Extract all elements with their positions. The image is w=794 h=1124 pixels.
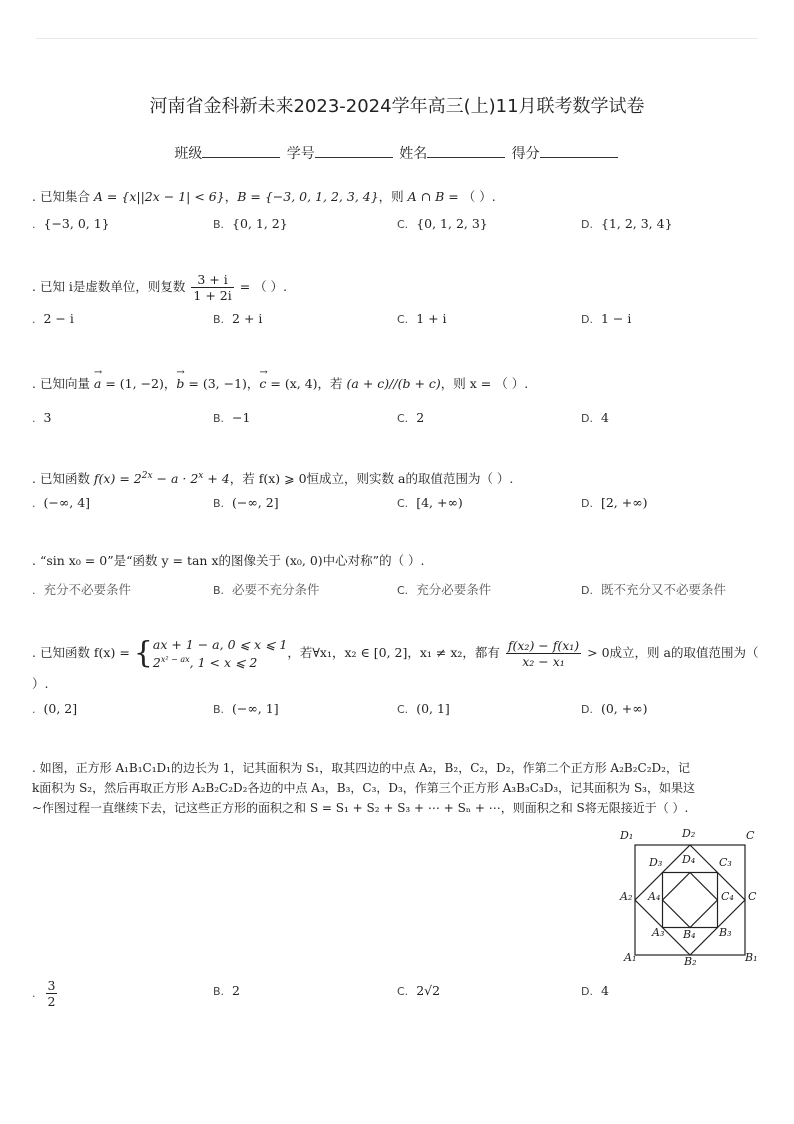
q4-option-c[interactable]	[397, 495, 463, 510]
q6-denominator: x₂ − x₁	[522, 654, 565, 669]
q2-numerator: 3 + i	[191, 272, 233, 288]
option-value: (−∞, 2]	[232, 495, 279, 510]
question-7-line-2	[32, 778, 772, 798]
label-C4: C₄	[721, 890, 734, 903]
fraction-denominator: 2	[47, 994, 56, 1009]
option-value: 充分必要条件	[416, 582, 492, 597]
option-value: {−3, 0, 1}	[43, 216, 110, 231]
option-key: C.	[397, 584, 409, 597]
q2-fraction	[191, 272, 233, 303]
q4-func-part2: − a · 2	[152, 471, 199, 487]
q3-vector-a: → a	[94, 370, 101, 398]
q5-option-c[interactable]	[397, 580, 491, 598]
q1-option-a[interactable]	[32, 216, 110, 231]
q6-option-b[interactable]	[213, 701, 279, 716]
q2-option-c[interactable]	[397, 311, 447, 326]
option-key: D.	[581, 218, 593, 231]
option-key: C.	[397, 703, 409, 716]
option-key: D.	[581, 497, 593, 510]
label-D1: D₁	[620, 829, 634, 842]
q2-options	[32, 311, 772, 331]
option-value: {0, 1, 2, 3}	[416, 216, 488, 231]
option-value: (0, 2]	[43, 701, 78, 716]
q6-case-2-base: 2	[152, 655, 161, 671]
class-blank	[202, 143, 280, 158]
label-D4: D₄	[682, 853, 696, 866]
label-D3: D₃	[649, 856, 663, 869]
question-2	[32, 270, 774, 304]
option-key: .	[32, 412, 36, 425]
option-value: {0, 1, 2}	[232, 216, 288, 231]
option-value: [4, +∞)	[416, 495, 463, 510]
label-C2: C	[748, 890, 757, 903]
label-C1: C	[746, 829, 755, 842]
question-4	[32, 466, 774, 489]
q1-option-c[interactable]	[397, 216, 488, 231]
option-value: 2	[232, 983, 240, 998]
score-blank	[540, 143, 618, 158]
q7-options	[32, 978, 772, 1012]
option-value: 充分不必要条件	[43, 582, 132, 597]
q1-option-b[interactable]	[213, 216, 288, 231]
q1-set-a: A = {x||2x − 1| < 6}	[93, 189, 225, 204]
name-label: 姓名	[399, 146, 428, 162]
q2-option-d[interactable]	[581, 311, 631, 326]
q7-option-b[interactable]	[213, 983, 240, 998]
q7-option-c[interactable]	[397, 983, 440, 998]
q3-text-b: ，则 x = （ ）.	[440, 376, 529, 391]
option-key: B.	[213, 985, 225, 998]
q6-options	[32, 701, 772, 721]
q6-case-2-exp: x² − ax	[160, 654, 190, 664]
q2-text: . 已知 i是虚数单位，则复数	[32, 279, 190, 294]
q4-exponent-2: x	[198, 471, 204, 481]
q2-denominator: 1 + 2i	[193, 288, 232, 303]
label-A4: A₄	[648, 890, 661, 903]
q4-func-part1: f(x) = 2	[93, 471, 142, 487]
question-7-line-3	[32, 798, 772, 818]
option-key: D.	[581, 985, 593, 998]
id-blank	[315, 143, 393, 158]
question-6-line-2	[32, 674, 774, 694]
q6-text-b: ，若∀x₁，x₂ ∈ [0, 2]，x₁ ≠ x₂，都有	[287, 645, 504, 660]
label-B3: B₃	[719, 926, 732, 939]
q7-option-a[interactable]	[32, 978, 59, 1009]
option-key: C.	[397, 412, 409, 425]
q3-b-value: = (3, −1)，	[184, 376, 260, 391]
q6-numerator: f(x₂) − f(x₁)	[507, 638, 580, 653]
label-B2: B₂	[684, 955, 697, 968]
option-key: .	[32, 584, 36, 597]
question-1	[32, 187, 774, 207]
q3-option-a[interactable]	[32, 410, 51, 425]
option-value: 1 − i	[600, 311, 632, 326]
q7-option-a-fraction	[46, 978, 58, 1009]
option-key: .	[32, 703, 36, 716]
name-blank	[427, 143, 505, 158]
option-value: 必要不充分条件	[232, 582, 320, 597]
q6-piecewise	[153, 637, 288, 670]
q1-option-d[interactable]	[581, 216, 673, 231]
q6-option-a[interactable]	[32, 701, 77, 716]
class-label: 班级	[174, 146, 203, 162]
q1-text-b: ，则	[378, 189, 408, 204]
id-label: 学号	[286, 146, 315, 162]
q1-text: . 已知集合	[32, 189, 94, 204]
q3-option-d[interactable]	[581, 410, 609, 425]
option-value: 2√2	[416, 983, 441, 998]
q6-option-c[interactable]	[397, 701, 450, 716]
q5-option-d[interactable]	[581, 580, 726, 598]
q5-text: . “sin x₀ = 0”是“函数 y = tan x的图像关于 (x₀, 0)中心对称”的（ ）.	[32, 553, 425, 568]
q3-option-b[interactable]	[213, 410, 250, 425]
q1-text-c: = （ ）.	[444, 189, 496, 204]
option-value: 1 + i	[416, 311, 447, 326]
q4-exponent-1: 2x	[141, 471, 153, 481]
option-value: 3	[43, 410, 52, 425]
q1-options	[32, 216, 772, 236]
option-value: {1, 2, 3, 4}	[600, 216, 673, 231]
option-value: 4	[600, 983, 609, 998]
q5-option-b[interactable]	[213, 580, 320, 598]
option-key: B.	[213, 218, 225, 231]
option-value: 4	[600, 410, 609, 425]
top-divider	[36, 38, 758, 39]
q7-option-d[interactable]	[581, 983, 609, 998]
q3-condition: (a + c)//(b + c)	[346, 376, 441, 391]
q1-expr: A ∩ B	[407, 189, 445, 204]
q5-options	[32, 580, 772, 600]
option-key: C.	[397, 313, 409, 326]
label-A2: A₂	[620, 890, 633, 903]
q3-option-c[interactable]	[397, 410, 424, 425]
option-value: −1	[232, 410, 251, 425]
square-3	[663, 873, 718, 928]
option-key: .	[32, 218, 36, 231]
option-value: (0, +∞)	[600, 701, 648, 716]
q7-line2: k面积为 S₂，然后再取正方形 A₂B₂C₂D₂各边的中点 A₃，B₃，C₃，D₃，作第三个正方形 A₃B₃C₃D₃，记其面积为 S₃，如果这	[32, 781, 695, 795]
option-key: C.	[397, 218, 409, 231]
label-B1: B₁	[745, 951, 758, 964]
label-D2: D₂	[682, 827, 696, 840]
q7-line3: ~作图过程一直继续下去，记这些正方形的面积之和 S = S₁ + S₂ + S₃ + ⋯ + Sₙ + ⋯，则面积之和 S将无限接近于（ ）.	[32, 801, 689, 815]
question-5	[32, 551, 774, 571]
option-value: (−∞, 1]	[232, 701, 279, 716]
option-value: 既不充分又不必要条件	[600, 582, 726, 597]
page-title: 河南省金科新未来2023-2024学年高三(上)11月联考数学试卷	[149, 96, 645, 117]
label-A3: A₃	[652, 926, 665, 939]
option-key: .	[32, 313, 36, 326]
q6-case-2-tail: , 1 < x ⩽ 2	[189, 655, 258, 671]
question-3	[32, 370, 774, 398]
question-7-line-1	[32, 758, 772, 778]
option-key: D.	[581, 703, 593, 716]
option-key: B.	[213, 412, 225, 425]
fraction-numerator: 3	[47, 978, 56, 993]
option-key: B.	[213, 313, 225, 326]
q2-option-a[interactable]	[32, 311, 74, 326]
option-value: 2 + i	[232, 311, 263, 326]
q4-option-a[interactable]	[32, 495, 90, 510]
square-4	[663, 873, 718, 928]
option-key: B.	[213, 703, 225, 716]
option-key: B.	[213, 584, 225, 597]
q6-case-1: ax + 1 − a, 0 ⩽ x ⩽ 1	[152, 636, 288, 652]
option-value: 2	[416, 410, 425, 425]
score-label: 得分	[511, 146, 540, 162]
option-key: C.	[397, 497, 409, 510]
q3-vector-b: → b	[176, 370, 184, 398]
q4-text: . 已知函数	[32, 471, 94, 487]
option-value: (−∞, 4]	[43, 495, 91, 510]
option-value: [2, +∞)	[600, 495, 648, 510]
q1-set-b: B = {−3, 0, 1, 2, 3, 4}	[237, 189, 379, 204]
question-6	[32, 635, 774, 672]
option-key: .	[32, 497, 36, 510]
q6-text-c: > 0成立，则 a的取值范围为（	[583, 645, 759, 660]
q2-text-b: = （ ）.	[235, 279, 288, 294]
q7-line1: . 如图，正方形 A₁B₁C₁D₁的边长为 1，记其面积为 S₁，取其四边的中点 A₂，B₂，C₂，D₂，作第二个正方形 A₂B₂C₂D₂，记	[32, 761, 690, 775]
label-C3: C₃	[719, 856, 732, 869]
q4-option-d[interactable]	[581, 495, 648, 510]
q3-a-value: = (1, −2)，	[101, 376, 177, 391]
option-key: D.	[581, 584, 593, 597]
option-value: 2 − i	[43, 311, 74, 326]
q4-option-b[interactable]	[213, 495, 279, 510]
option-value: (0, 1]	[416, 701, 450, 716]
option-key: C.	[397, 985, 409, 998]
q3-vector-c: → c	[259, 370, 266, 398]
student-info-line	[0, 143, 794, 163]
label-B4: B₄	[683, 928, 696, 941]
option-key: B.	[213, 497, 225, 510]
q6-option-d[interactable]	[581, 701, 648, 716]
q3-c-value: = (x, 4)，若	[266, 376, 347, 391]
q6-brace: {	[133, 635, 153, 671]
q3-text: . 已知向量	[32, 376, 94, 391]
q2-option-b[interactable]	[213, 311, 262, 326]
option-key: .	[32, 987, 36, 1000]
option-key: D.	[581, 313, 593, 326]
q5-option-a[interactable]	[32, 580, 131, 598]
q4-options	[32, 495, 772, 515]
q1-sep: ，	[224, 189, 238, 204]
nested-squares-figure	[618, 823, 768, 968]
q6-text: . 已知函数 f(x) =	[32, 645, 134, 660]
q6-fraction	[506, 638, 581, 669]
q4-func-part3: + 4	[203, 471, 230, 487]
q6-line2: ）.	[32, 676, 49, 691]
q4-text-b: ，若 f(x) ⩾ 0恒成立，则实数 a的取值范围为（ ）.	[229, 471, 514, 487]
label-A1: A₁	[624, 951, 637, 964]
q3-options	[32, 410, 772, 430]
option-key: D.	[581, 412, 593, 425]
